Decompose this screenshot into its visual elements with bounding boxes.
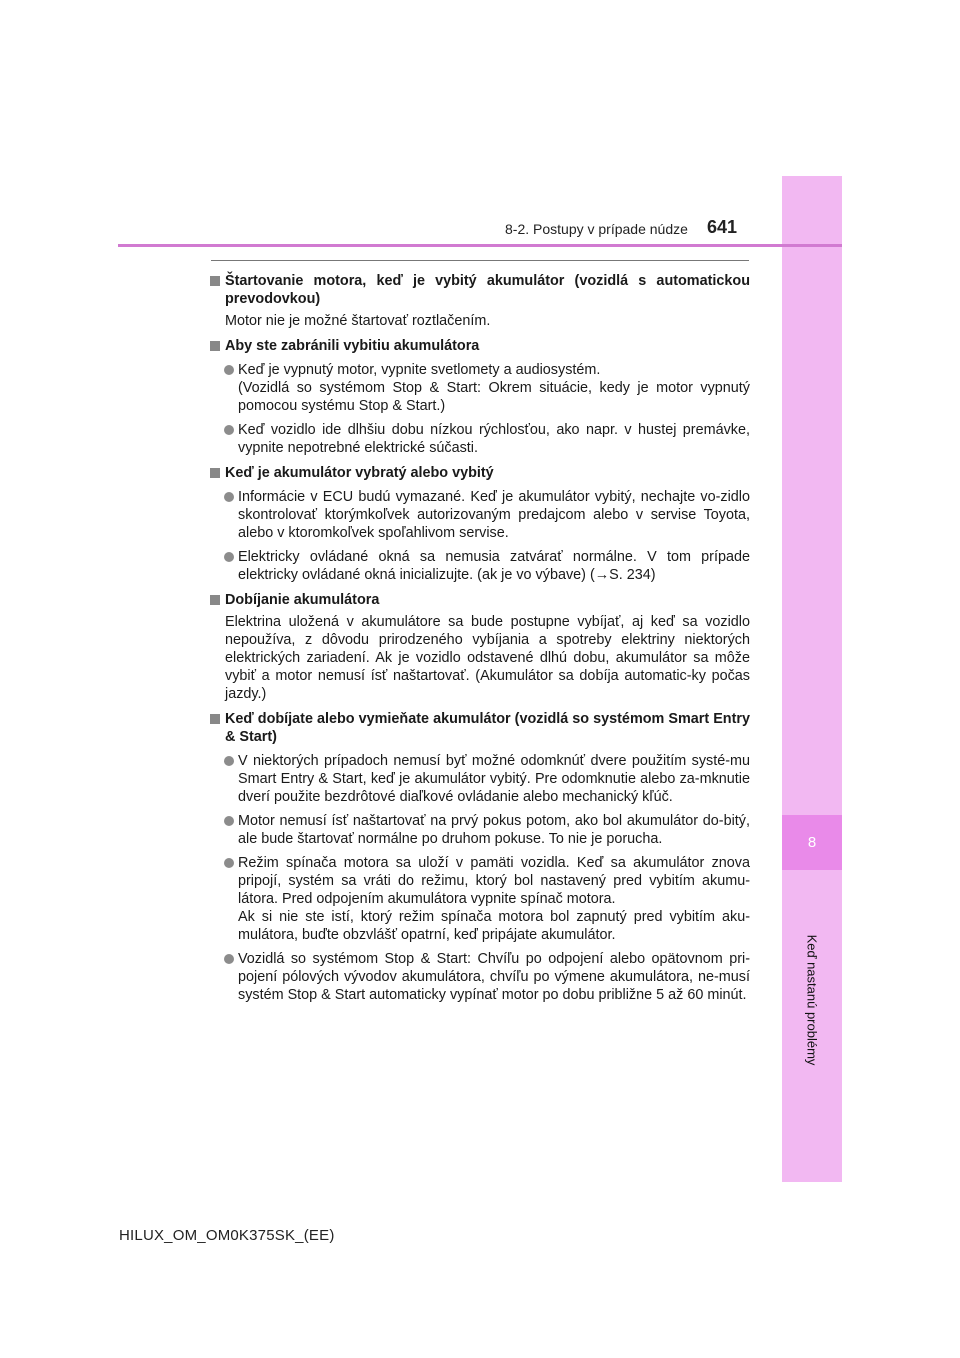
chapter-number-box bbox=[782, 815, 842, 870]
page-number: 641 bbox=[707, 217, 738, 237]
square-bullet-icon bbox=[210, 468, 220, 478]
round-bullet-icon bbox=[224, 954, 234, 964]
chapter-number: 8 bbox=[807, 834, 817, 851]
bullet-item: Motor nemusí ísť naštartovať na prvý pokus potom, ako bol akumulátor do-bitý, ale bude štartovať normálne po druhom pokuse. To nie je porucha. bbox=[210, 812, 750, 848]
round-bullet-icon bbox=[224, 425, 234, 435]
bullet-item: Keď vozidlo ide dlhšiu dobu nízkou rýchlosťou, ako napr. v hustej premávke, vypnite nepotrebné elektrické súčasti. bbox=[210, 421, 750, 457]
content-top-rule bbox=[211, 260, 749, 261]
section-text: Motor nie je možné štartovať roztlačením. bbox=[225, 313, 491, 329]
section-heading: Aby ste zabránili vybitiu akumulátora bbox=[210, 337, 750, 355]
round-bullet-icon bbox=[224, 365, 234, 375]
section-heading: Keď je akumulátor vybratý alebo vybitý bbox=[210, 464, 750, 482]
round-bullet-icon bbox=[224, 756, 234, 766]
square-bullet-icon bbox=[210, 595, 220, 605]
round-bullet-icon bbox=[224, 492, 234, 502]
section-text: Elektrina uložená v akumulátore sa bude postupne vybíjať, aj keď sa vozidlo nepoužíva, z dôvodu prirodzeného vybíjania a spotreby elektriny niektorých elektrických zariadení. Ak je vozidlo odstavené dlhú dobu, akumulátor sa môže vybiť a motor nemusí ísť naštartovať. (Akumulátor sa dobíja automatic-ky počas jazdy.) bbox=[225, 614, 750, 702]
round-bullet-icon bbox=[224, 858, 234, 868]
round-bullet-icon bbox=[224, 552, 234, 562]
round-bullet-icon bbox=[224, 816, 234, 826]
bullet-item: Režim spínača motora sa uloží v pamäti vozidla. Keď sa akumulátor znova pripojí, systém sa vráti do režimu, ktorý bol nastavený pred vybitím akumu-látora. Pred odpojením akumulátora vypnite spínač motora. Ak si nie ste istí, ktorý režim spínača motora bol zapnutý pred vybitím aku-mulátora, buďte obzvlášť opatrní, keď pripájate akumulátor. bbox=[210, 854, 750, 944]
document-code: HILUX_OM_OM0K375SK_(EE) bbox=[119, 1227, 335, 1244]
square-bullet-icon bbox=[210, 341, 220, 351]
square-bullet-icon bbox=[210, 276, 220, 286]
square-bullet-icon bbox=[210, 714, 220, 724]
header-rule bbox=[118, 244, 842, 247]
section-heading: Dobíjanie akumulátora bbox=[210, 591, 750, 609]
bullet-item: Informácie v ECU budú vymazané. Keď je akumulátor vybitý, nechajte vo-zidlo skontrolovať ktorýmkoľvek autorizovaným predajcom alebo v servise Toyota, alebo v ktoromkoľvek spoľahlivom servise. bbox=[210, 488, 750, 542]
bullet-item: Keď je vypnutý motor, vypnite svetlomety a audiosystém. (Vozidlá so systémom Stop & Start: Okrem situácie, kedy je motor vypnutý pomocou systému Stop & Start.) bbox=[210, 361, 750, 415]
section-heading: Keď dobíjate alebo vymieňate akumulátor (vozidlá so systémom Smart Entry & Start) bbox=[210, 710, 750, 746]
bullet-item: Elektricky ovládané okná sa nemusia zatvárať normálne. V tom prípade elektricky ovládané okná inicializujte. (ak je vo výbave) (→S. 234) bbox=[210, 548, 750, 584]
header-section-title: 8-2. Postupy v prípade núdze bbox=[505, 221, 688, 237]
bullet-item: V niektorých prípadoch nemusí byť možné odomknúť dvere použitím systé-mu Smart Entry & Start, keď je akumulátor vybitý. Pre odomknutie alebo za-mknutie dverí použite bezdrôtové diaľkové ovládanie alebo mechanický kľúč. bbox=[210, 752, 750, 806]
chapter-label: Keď nastanú problémy bbox=[804, 934, 820, 1066]
page-content bbox=[210, 265, 750, 1004]
bullet-item: Vozidlá so systémom Stop & Start: Chvíľu po odpojení alebo opätovnom pri-pojení pólových vývodov akumulátora, chvíľu po výmene akumulátora, ne-musí systém Stop & Start automaticky vypínať motor po dobu približne 5 až 60 minút. bbox=[210, 950, 750, 1004]
section-heading: Štartovanie motora, keď je vybitý akumulátor (vozidlá s automatickou prevodovkou) bbox=[210, 272, 750, 308]
